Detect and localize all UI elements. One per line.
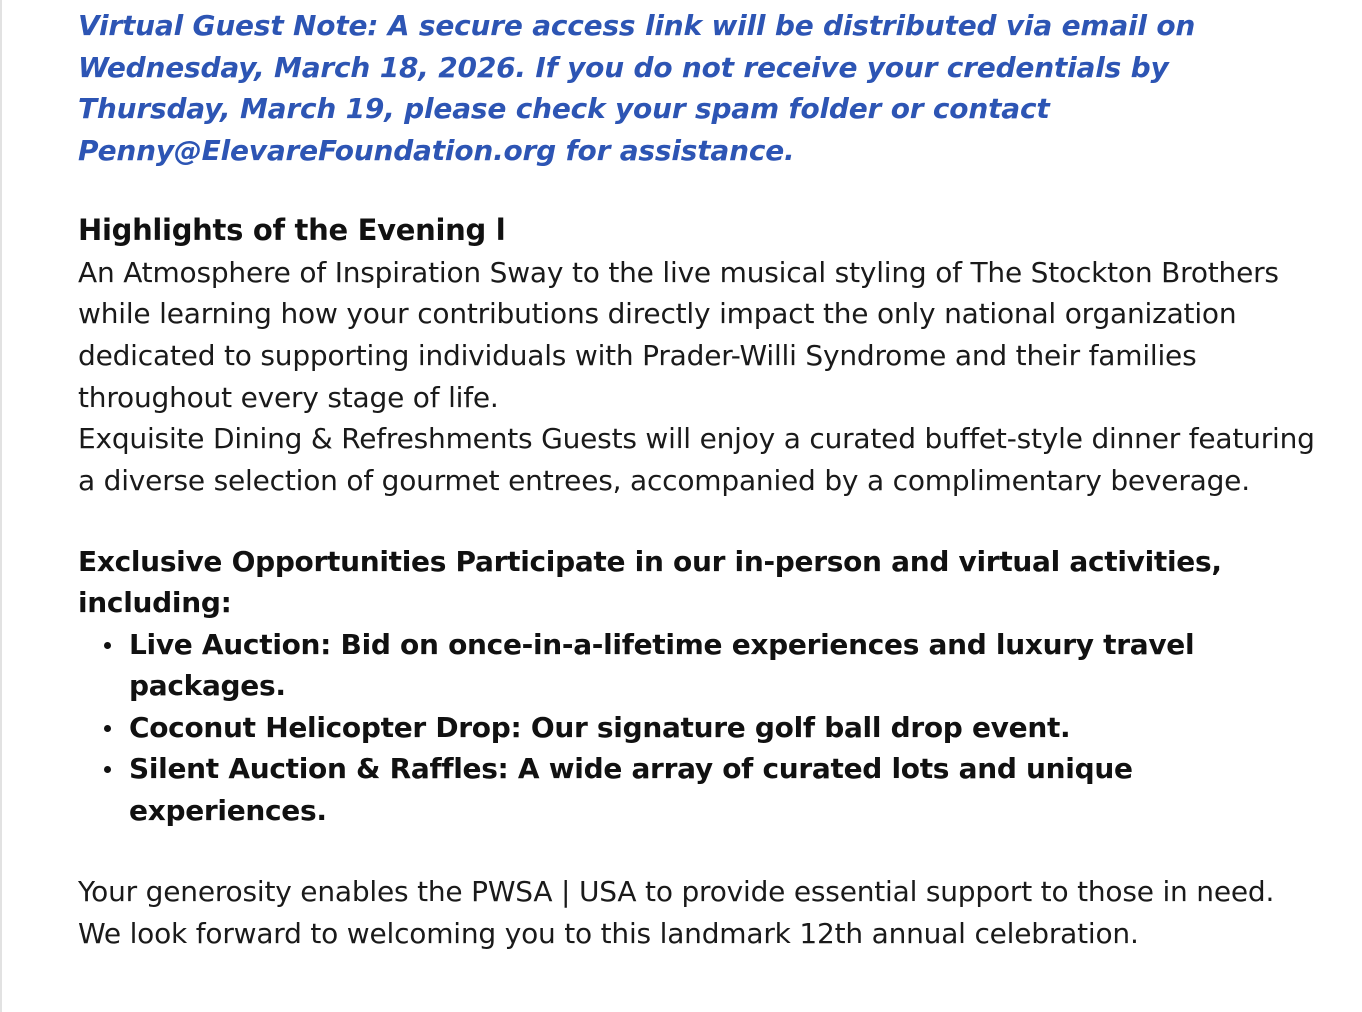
bullet-icon bbox=[104, 642, 111, 649]
highlights-heading: Highlights of the Evening l bbox=[78, 213, 506, 247]
bullet-icon bbox=[104, 725, 111, 732]
list-item-helicopter-drop bbox=[129, 707, 1318, 749]
page-left-border bbox=[0, 0, 2, 1012]
list-item-silent-auction bbox=[129, 748, 1318, 831]
closing-paragraph: Your generosity enables the PWSA | USA to provide essential support to those in need. We look forward to welcoming you to this landmark 12th annual celebration. bbox=[78, 875, 1275, 950]
dining-paragraph: Exquisite Dining & Refreshments Guests will enjoy a curated buffet-style dinner featuring a diverse selection of gourmet entrees, accompanied by a complimentary beverage. bbox=[78, 422, 1315, 498]
opportunities-list bbox=[78, 624, 1318, 832]
helicopter-drop-text: Coconut Helicopter Drop: Our signature golf ball drop event. bbox=[129, 710, 1071, 744]
silent-auction-text: Silent Auction & Raffles: A wide array of curated lots and unique experiences. bbox=[129, 752, 1133, 827]
live-auction-text: Live Auction: Bid on once-in-a-lifetime experiences and luxury travel packages. bbox=[129, 627, 1195, 703]
opportunities-intro: Exclusive Opportunities Participate in our in-person and virtual activities, including: bbox=[78, 544, 1222, 620]
bullet-icon bbox=[104, 766, 111, 773]
invitation-content bbox=[78, 5, 1318, 954]
inspiration-paragraph: An Atmosphere of Inspiration Sway to the live musical styling of The Stockton Brothers while learning how your contributions directly impact the only national organization dedicated to supporting individuals with Prader-Willi Syndrome and their families throughout every stage of life. bbox=[78, 255, 1279, 414]
list-item-live-auction bbox=[129, 624, 1318, 707]
virtual-guest-note: Virtual Guest Note: A secure access link will be distributed via email on Wednesday, March 18, 2026. If you do not receive your credentials by Thursday, March 19, please check your spam folder or contact Penny@ElevareFoundation.org for assistance. bbox=[78, 9, 1196, 167]
